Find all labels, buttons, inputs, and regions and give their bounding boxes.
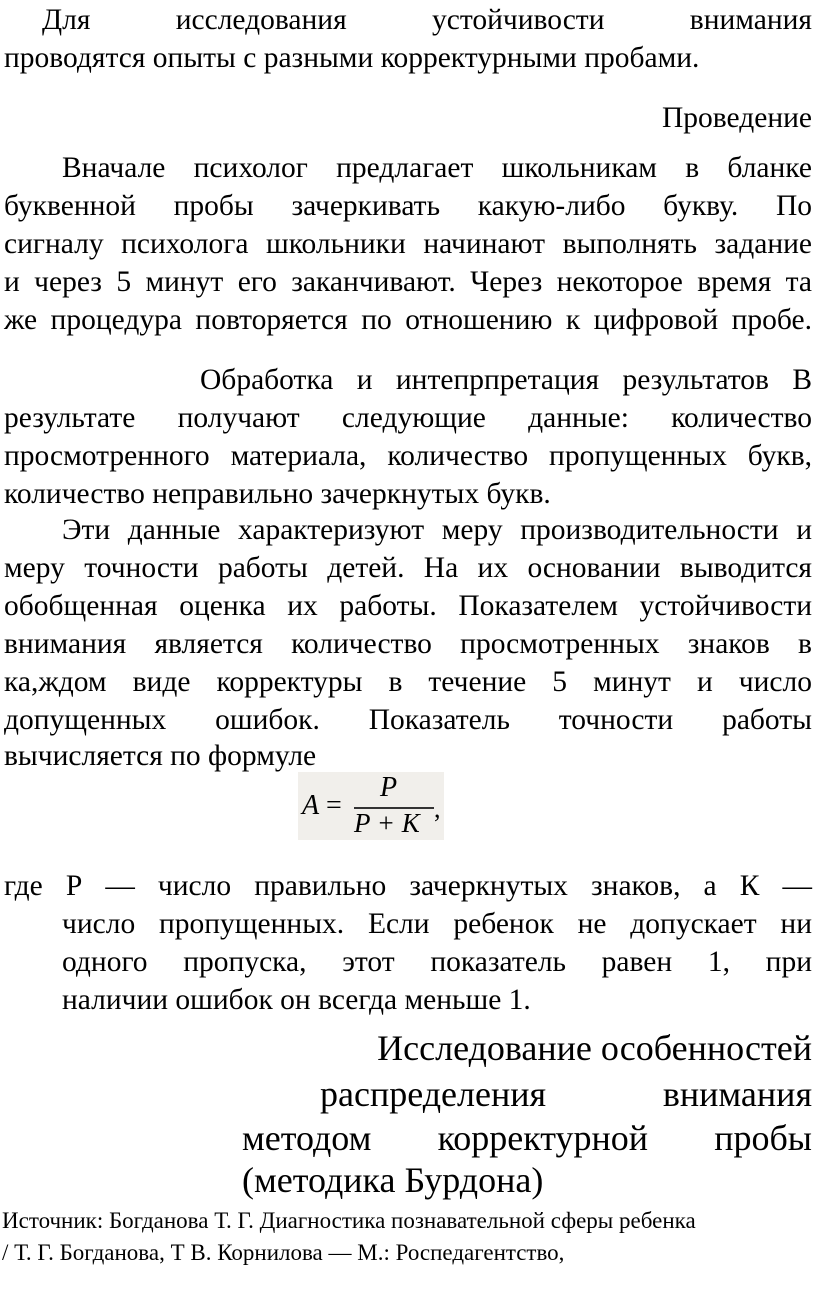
interpretation-line-5: ка,ждом виде корректуры в течение 5 минут и число [4, 666, 812, 698]
procedure-line-2: буквенной пробы зачеркивать какую-либо букву. По [4, 190, 812, 222]
interpretation-line-1: Эти данные характеризуют меру производительности и [62, 514, 812, 546]
procedure-line-4: и через 5 минут его заканчивают. Через некоторое время та [4, 266, 812, 298]
interpretation-line-6: допущенных ошибок. Показатель точности работы [4, 704, 812, 736]
formula-denominator: P + K [354, 808, 420, 838]
processing-line-4: количество неправильно зачеркнутых букв. [4, 478, 551, 510]
interpretation-line-3: обобщенная оценка их работы. Показателем устойчивости [4, 590, 812, 622]
procedure-heading: Проведение [661, 102, 812, 134]
where-line-2: число пропущенных. Если ребенок не допускает ни [62, 908, 812, 940]
intro-line-2: проводятся опыты с разными корректурными пробами. [4, 42, 700, 74]
formula-numerator: P [380, 772, 398, 803]
section-title-line-1: Исследование особенностей [377, 1028, 812, 1068]
accuracy-formula [298, 772, 444, 840]
procedure-line-1: Вначале психолог предлагает школьникам в бланке [62, 152, 812, 184]
formula-comma: , [434, 794, 441, 823]
source-line-2: / Т. Г. Богданова, Т В. Корнилова — М.: Роспедагентство, [2, 1240, 565, 1265]
where-line-1: где Р — число правильно зачеркнутых знаков, а К — [4, 870, 812, 902]
intro-line-1: Для исследования устойчивости внимания [42, 4, 812, 36]
formula-equals: = [326, 790, 342, 821]
formula-lhs: A [302, 790, 320, 821]
processing-line-3: просмотренного материала, количество пропущенных букв, [4, 440, 812, 472]
where-line-4: наличии ошибок он всегда меньше 1. [62, 984, 531, 1016]
interpretation-line-4: внимания является количество просмотренных знаков в [4, 628, 812, 660]
where-line-3: одного пропуска, этот показатель равен 1, при [62, 946, 812, 978]
section-title-line-2: распределения внимания [320, 1074, 812, 1114]
interpretation-line-2: меру точности работы детей. На их основании выводится [4, 552, 812, 584]
section-title-line-3: методом корректурной пробы [242, 1118, 812, 1158]
procedure-line-5: же процедура повторяется по отношению к цифровой пробе. [4, 304, 812, 336]
procedure-line-3: сигналу психолога школьники начинают выполнять задание [4, 228, 812, 260]
interpretation-line-7: вычисляется по формуле [4, 740, 317, 772]
processing-line-1: Обработка и интепрпретация результатов В [200, 364, 812, 396]
processing-line-2: результате получают следующие данные: количество [4, 402, 812, 434]
source-line-1: Источник: Богданова Т. Г. Диагностика познавательной сферы ребенка [2, 1208, 696, 1233]
section-title-line-4: (методика Бурдона) [242, 1160, 544, 1200]
